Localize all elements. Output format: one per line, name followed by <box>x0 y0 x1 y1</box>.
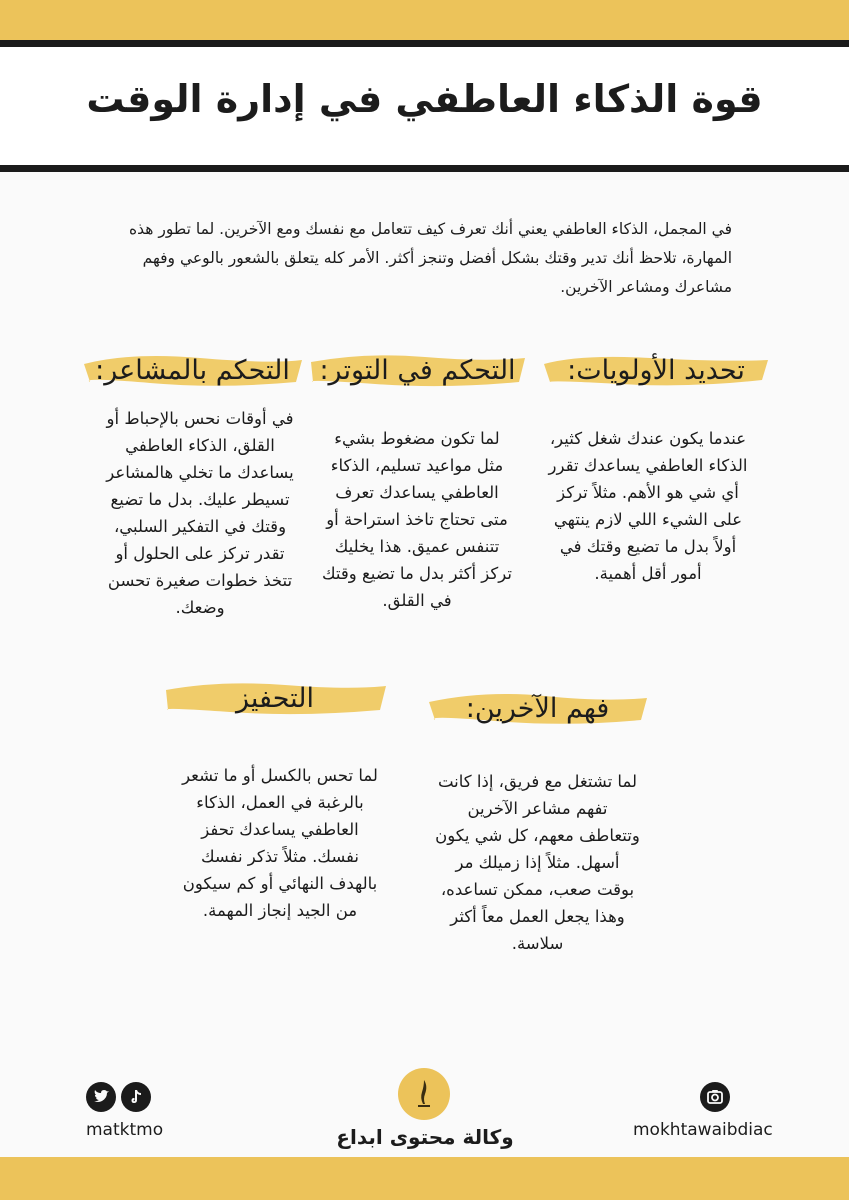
bottom-accent-stripe <box>0 1157 849 1200</box>
section-body-priorities: عندما يكون عندك شغل كثير، الذكاء العاطفي يساعدك تقرر أي شي هو الأهم. مثلاً تركز على الشيء اللي لازم ينتهي أولاً بدل ما تضيع وقتك في أمور أقل أهمية. <box>548 429 748 583</box>
section-body-emotions: في أوقات نحس بالإحباط أو القلق، الذكاء العاطفي يساعدك ما تخلي هالمشاعر تسيطر عليك. بدل ما تضيع وقتك في التفكير السلبي، تقدر تركز على الحلول أو تتخذ خطوات صغيرة تحسن وضعك. <box>106 409 294 617</box>
section-heading-stress <box>305 342 530 398</box>
twitter-icon[interactable] <box>86 1082 116 1112</box>
heading-text: التحكم بالمشاعر: <box>95 354 290 386</box>
top-accent-stripe <box>0 0 849 40</box>
heading-text: فهم الآخرين: <box>465 692 610 724</box>
heading-text: التحفيز <box>236 682 315 714</box>
section-heading-emotions <box>80 342 305 398</box>
section-heading-priorities <box>540 342 772 398</box>
section-heading-others <box>425 680 650 736</box>
agency-name: وكالة محتوى ابداع <box>336 1125 514 1149</box>
section-body-stress: لما تكون مضغوط بشيء مثل مواعيد تسليم، الذكاء العاطفي يساعدك تعرف متى تحتاج تاخذ استراحة أو تتنفس عميق. هذا يخليك تركز أكثر بدل ما تضيع وقتك في القلق. <box>322 429 512 610</box>
heading-text: تحديد الأولويات: <box>567 354 745 386</box>
title-band <box>0 40 849 172</box>
right-social-handle[interactable]: mokhtawaibdiac <box>633 1120 773 1140</box>
tiktok-icon[interactable] <box>121 1082 151 1112</box>
left-social-handle[interactable]: matktmo <box>86 1120 164 1140</box>
agency-logo <box>398 1068 450 1120</box>
section-heading-motivation <box>160 670 390 726</box>
section-body-others: لما تشتغل مع فريق، إذا كانت تفهم مشاعر الآخرين وتتعاطف معهم، كل شي يكون أسهل. مثلاً إذا زميلك مر بوقت صعب، ممكن تساعده، وهذا يجعل العمل معاً أكثر سلاسة. <box>435 772 640 953</box>
intro-paragraph: في المجمل، الذكاء العاطفي يعني أنك تعرف كيف تتعامل مع نفسك ومع الآخرين. لما تطور هذه المهارة، تلاحظ أنك تدير وقتك بشكل أفضل وتنجز أكثر. الأمر كله يتعلق بالشعور بالوعي وفهم مشاعرك ومشاعر الآخرين. <box>129 220 732 296</box>
instagram-icon[interactable] <box>700 1082 730 1112</box>
section-body-motivation: لما تحس بالكسل أو ما تشعر بالرغبة في العمل، الذكاء العاطفي يساعدك تحفز نفسك. مثلاً تذكر نفسك بالهدف النهائي أو كم سيكون من الجيد إنجاز المهمة. <box>182 766 378 920</box>
heading-text: التحكم في التوتر: <box>319 354 516 386</box>
page-title: قوة الذكاء العاطفي في إدارة الوقت <box>86 77 763 121</box>
